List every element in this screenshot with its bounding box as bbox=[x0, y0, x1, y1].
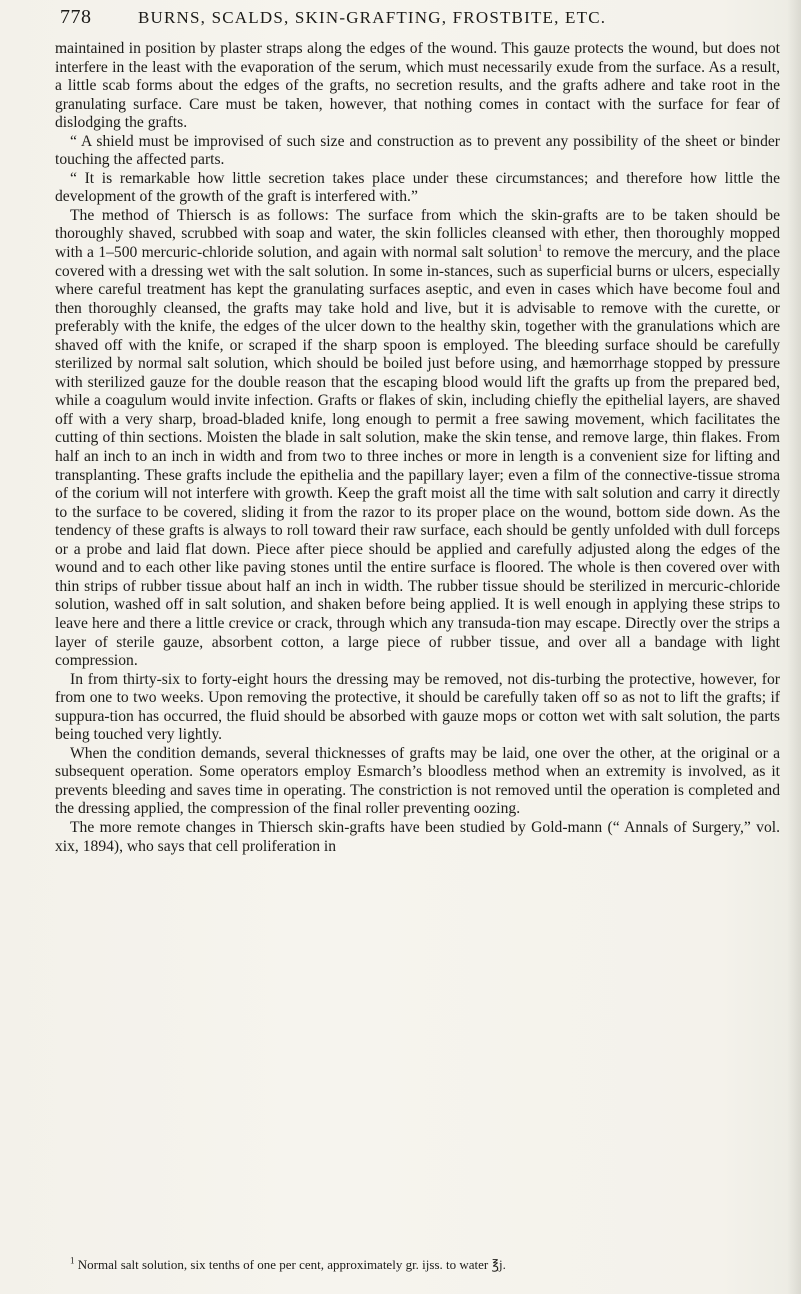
paragraph: “ It is remarkable how little secretion takes place under these circumstances; and therefore how little the development of the growth of the graft is interfered with.” bbox=[55, 169, 780, 206]
footnote-reference: 1 bbox=[537, 242, 543, 253]
page-header bbox=[60, 6, 760, 36]
page-number: 778 bbox=[60, 6, 92, 28]
footnote bbox=[55, 1257, 780, 1273]
paragraph: When the condition demands, several thicknesses of grafts may be laid, one over the other, at the original or a subsequent operation. Some operators employ Esmarch’s bloodless method when an extremity is involved, as it prevents bleeding and saves time in operating. The constriction is not removed until the operation is completed and the dressing applied, the compression of the final roller preventing oozing. bbox=[55, 744, 780, 818]
footnote-text: Normal salt solution, six tenths of one per cent, approximately gr. ijss. to water ℥j. bbox=[74, 1257, 506, 1272]
running-head: BURNS, SCALDS, SKIN-GRAFTING, FROSTBITE, ETC. bbox=[138, 8, 607, 27]
paragraph-text: to remove the mercury, and the place covered with a dressing wet with the salt solution. In some in-stances, such as superficial burns or ulcers, especially where careful treatment has kept the granulating surfaces aseptic, and even in cases which have become foul and then thoroughly cleansed, the grafts may take hold and live, but it is advisable to remove with the curette, or preferably with the knife, the edges of the ulcer down to the healthy skin, together with the granulations which are shaved off with the knife, or scraped if the sharp spoon is employed. The bleeding surface should be carefully sterilized by normal salt solution, which should be boiled just before using, and hæmorrhage stopped by pressure with sterilized gauze for the double reason that the escaping blood would lift the grafts up from the prepared bed, while a coagulum would invite infection. Grafts or flakes of skin, including chiefly the epithelial layers, are shaved off with a very sharp, broad-bladed knife, long enough to permit a free sawing movement, which facilitates the cutting of thin sections. Moisten the blade in salt solution, make the skin tense, and remove large, thin flakes. From half an inch to an inch in width and from two to three inches or more in length is a convenient size for lifting and transplanting. These grafts include the epithelia and the papillary layer; even a film of the connective-tissue stroma of the corium will not interfere with growth. Keep the graft moist all the time with salt solution and carry it directly to the surface to be covered, sliding it from the razor to its proper place on the wound, bottom side down. As the tendency of these grafts is always to roll toward their raw surface, each should be gently unfolded with dull forceps or a probe and laid flat down. Piece after piece should be applied and carefully adjusted along the edges of the wound and to each other like paving stones until the entire surface is floored. The whole is then covered over with thin strips of rubber tissue about half an inch in width. The rubber tissue should be sterilized in mercuric-chloride solution, washed off in salt solution, and shaken before being applied. It is well enough in applying these strips to leave here and there a little crevice or crack, through which any transuda-tion may escape. Directly over the strips a layer of sterile gauze, absorbent cotton, a large piece of rubber tissue, and over all a bandage with light compression. bbox=[55, 244, 781, 670]
paragraph: In from thirty-six to forty-eight hours the dressing may be removed, not dis-turbing the protective, however, for from one to two weeks. Upon removing the protective, it should be carefully taken off so as not to lift the grafts; if suppura-tion has occurred, the fluid should be absorbed with gauze mops or cotton wet with salt solution, the parts being touched very lightly. bbox=[55, 670, 780, 744]
paragraph-text: The method of Thiersch is as follows: The surface from which the skin-grafts are to be taken should be thoroughly shaved, scrubbed with soap and water, the skin follicles cleansed with ether, then thoroughly mopped with a 1–500 mercuric-chloride solution, and again with normal salt solution bbox=[55, 206, 780, 262]
paragraph bbox=[55, 207, 780, 671]
paragraph: “ A shield must be improvised of such size and construction as to prevent any possibility of the sheet or binder touching the affected parts. bbox=[55, 132, 780, 169]
paragraph: maintained in position by plaster straps along the edges of the wound. This gauze protects the wound, but does not interfere in the least with the evaporation of the serum, which must necessarily exude from the surface. As a result, a little scab forms about the edges of the grafts, no secretion results, and the grafts adhere and take root in the granulating surface. Care must be taken, however, that nothing comes in contact with the surface for fear of dislodging the grafts. bbox=[55, 40, 780, 132]
paragraph: The more remote changes in Thiersch skin-grafts have been studied by Gold-mann (“ Annals of Surgery,” vol. xix, 1894), who says that cell proliferation in bbox=[55, 818, 780, 855]
page-edge-shadow bbox=[787, 0, 801, 1294]
footnote-mark: 1 bbox=[70, 1255, 75, 1266]
body-text bbox=[55, 40, 780, 856]
